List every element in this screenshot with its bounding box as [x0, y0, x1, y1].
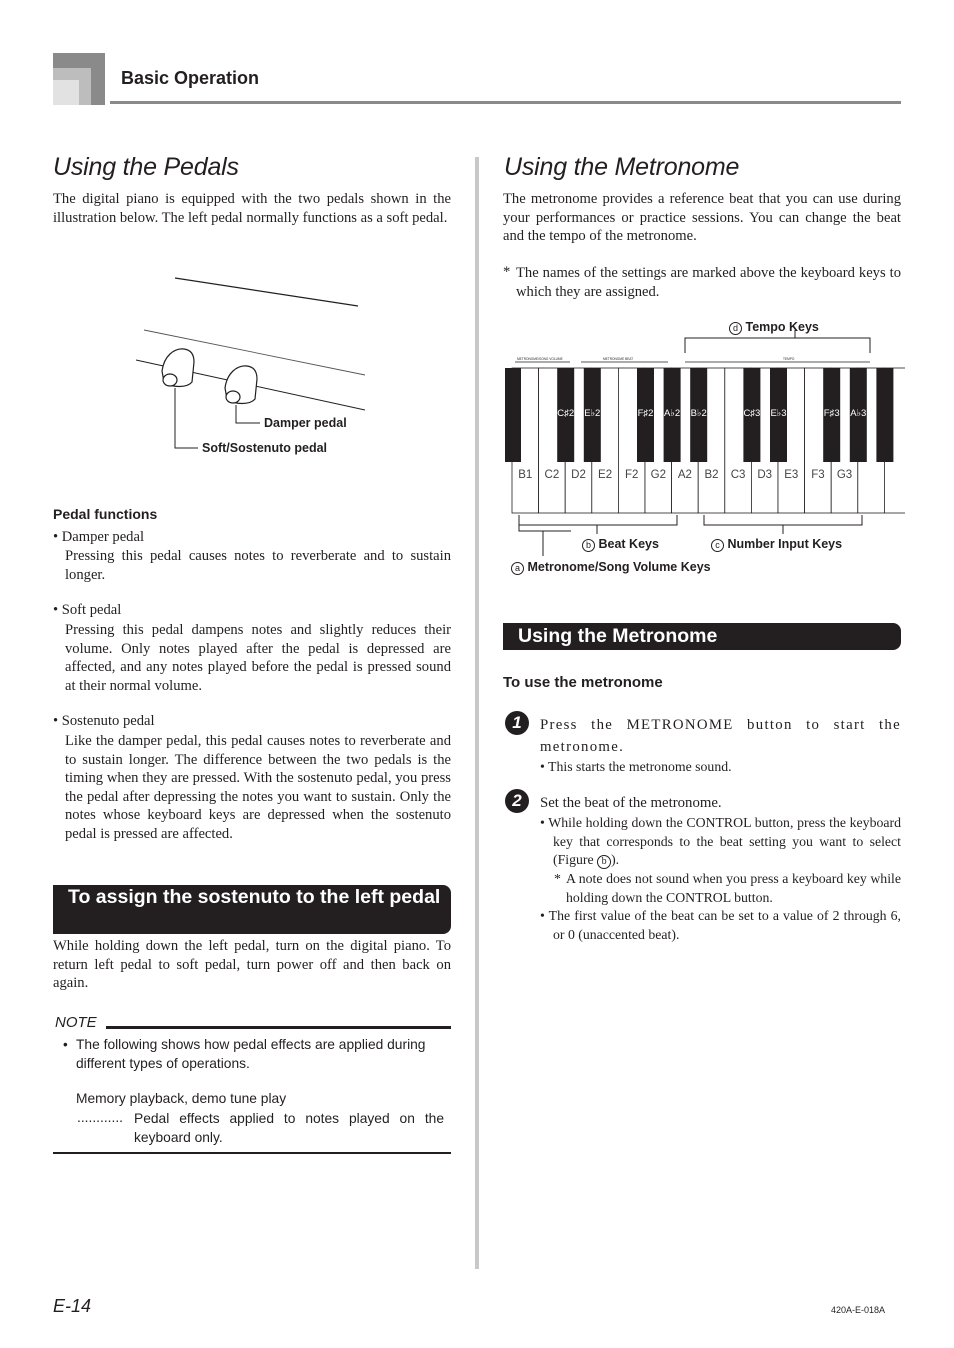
page-number: E-14	[53, 1296, 92, 1316]
beat-keys-label: Beat Keys	[598, 537, 659, 551]
damper-item-desc: Pressing this pedal causes notes to reverberate and to sustain longer.	[65, 548, 451, 583]
doc-code: 420A-E-018A	[831, 1305, 886, 1315]
metronome-intro: The metronome provides a reference beat that you can use during your performances or practice sessions. You can change the beat and the tempo of the metronome.	[503, 191, 901, 244]
white-key-label: G2	[650, 469, 666, 481]
pedal-functions-heading: Pedal functions	[53, 506, 158, 522]
keyboard-diagram	[505, 318, 905, 583]
procedure-heading: To use the metronome	[503, 674, 663, 691]
tempo-keys-label: Tempo Keys	[745, 320, 819, 334]
white-key-label: B1	[518, 469, 533, 481]
step-1-bullet: • This starts the metronome sound.	[540, 759, 732, 774]
white-key-label: E3	[784, 469, 799, 481]
metronome-section-bar	[503, 623, 901, 650]
black-key-label: E♭3	[770, 408, 787, 419]
panel-tempo-label: TEMPO	[783, 357, 795, 361]
panel-beat-label: METRONOME BEAT	[603, 357, 634, 361]
pedals-title: Using the Pedals	[53, 153, 239, 181]
callout-a-icon: a	[511, 562, 524, 575]
volume-keys-label: Metronome/Song Volume Keys	[527, 560, 711, 574]
step-2-bullet-1-end: ).	[611, 852, 620, 867]
black-key	[876, 368, 893, 462]
step-2-bullet-2: • The first value of the beat can be set to a value of 2 through 6, or 0 (unaccented beat).	[540, 908, 901, 942]
metronome-footnote: The names of the settings are marked above the keyboard keys to which they are assigned.	[516, 265, 901, 300]
note-bullet: •	[63, 1037, 68, 1052]
note-bottom-rule	[53, 1152, 451, 1154]
white-key-label: D3	[757, 469, 773, 481]
sostenuto-item-name: • Sostenuto pedal	[53, 713, 155, 729]
note-text: The following shows how pedal effects are applied during different types of operations.	[76, 1037, 426, 1071]
step-2-bullet-1-text: • While holding down the CONTROL button, press the keyboard key that corresponds to the beat setting you want to select (Figure	[540, 815, 901, 867]
assign-sostenuto-heading: To assign the sostenuto to the left pedal	[68, 886, 441, 908]
black-key-label: C♯2	[557, 408, 575, 419]
callout-b-icon: b	[582, 539, 595, 552]
white-key-label: F2	[624, 469, 639, 481]
metronome-title: Using the Metronome	[504, 153, 740, 181]
callout-d-icon: d	[729, 322, 742, 335]
white-key-label: C2	[544, 469, 560, 481]
step-2-number: 2	[505, 789, 529, 813]
metronome-section-heading: Using the Metronome	[518, 625, 718, 647]
note-top-rule	[106, 1026, 451, 1029]
number-keys-callout	[711, 537, 842, 552]
step-1-number: 1	[505, 711, 529, 735]
sostenuto-item-desc: Like the damper pedal, this pedal causes notes to reverberate and to sustain longer. The difference between the two pedals is the timing when they are pressed. With the sostenuto pedal, you press the pedal after depressing the notes you want to sustain. Only the notes whose keyboard keys are depressed when the sostenuto pedal is pressed are affected.	[65, 733, 451, 842]
soft-pedal-shape	[162, 349, 194, 387]
sub-note-mark: *	[554, 871, 561, 886]
callout-c-icon: c	[711, 539, 724, 552]
panel-volume-label: METRONOME/SONG VOLUME	[517, 357, 563, 361]
black-key-label: A♭3	[850, 408, 867, 419]
section-title: Basic Operation	[121, 68, 260, 88]
damper-pedal-label: Damper pedal	[264, 416, 347, 430]
black-key-label: F♯2	[637, 408, 654, 419]
note-label: NOTE	[55, 1014, 97, 1031]
note-dots: ............	[77, 1110, 123, 1125]
black-key-label: F♯3	[823, 408, 840, 419]
beat-keys-callout	[582, 537, 659, 552]
soft-item-name: • Soft pedal	[53, 602, 122, 618]
damper-item-name: • Damper pedal	[53, 529, 145, 545]
black-key-label: A♭2	[664, 408, 681, 419]
soft-item-desc: Pressing this pedal dampens notes and slightly reduces their volume. Only notes played after the pedal is depressed are affected, and any notes played before the pedal is pressed sound at their normal volume.	[65, 622, 451, 694]
header-decoration	[53, 80, 79, 105]
note-effect: Pedal effects applied to notes played on the keyboard only.	[134, 1111, 444, 1145]
soft-pedal-label: Soft/Sostenuto pedal	[202, 441, 327, 455]
black-key-label: B♭2	[690, 408, 707, 419]
number-keys-label: Number Input Keys	[727, 537, 843, 551]
step-2-bullet-1	[540, 814, 901, 870]
black-key-label: C♯3	[743, 408, 761, 419]
black-key-label: E♭2	[584, 408, 601, 419]
tempo-keys-callout	[729, 320, 819, 335]
step-1-text: Press the METRONOME button to start the metronome.	[540, 717, 901, 755]
white-key-label: C3	[730, 469, 746, 481]
pedal-illustration	[130, 270, 370, 465]
white-key-label: D2	[571, 469, 586, 481]
white-key-label: F3	[811, 469, 825, 481]
white-key-label: B2	[704, 469, 719, 481]
white-key-label: E2	[598, 469, 613, 481]
white-key-label: G3	[836, 469, 853, 481]
column-divider	[475, 157, 479, 1269]
step-2-text: Set the beat of the metronome.	[540, 795, 722, 811]
assign-sostenuto-bar	[53, 885, 451, 934]
white-key-label: A2	[677, 469, 692, 481]
pedals-intro: The digital piano is equipped with the two pedals shown in the illustration below. The left pedal normally functions as a soft pedal.	[53, 191, 451, 226]
footnote-mark: *	[503, 264, 511, 280]
assign-sostenuto-text: While holding down the left pedal, turn on the digital piano. To return left pedal to soft pedal, turn power off and then back on again.	[53, 938, 451, 991]
header-rule	[110, 101, 901, 104]
damper-pedal-shape	[225, 366, 257, 404]
figure-b-ref-icon: b	[597, 855, 611, 869]
black-key	[505, 368, 521, 462]
note-mode: Memory playback, demo tune play	[76, 1091, 287, 1106]
sub-note-text: A note does not sound when you press a keyboard key while holding down the CONTROL button.	[566, 871, 901, 905]
volume-keys-callout	[511, 560, 711, 575]
